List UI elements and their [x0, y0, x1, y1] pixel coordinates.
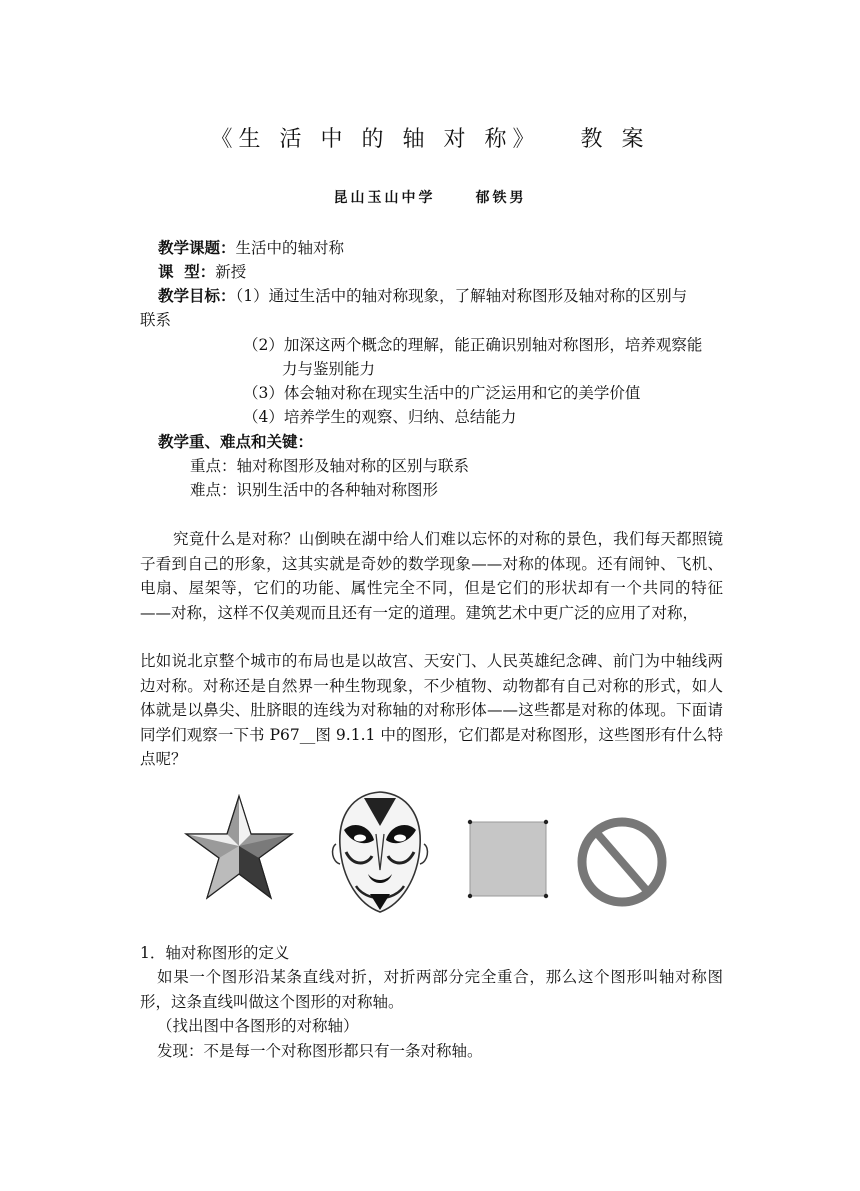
title-suffix: 教 案 [580, 127, 650, 152]
topic-row [158, 236, 344, 260]
key-point: 重点：轴对称图形及轴对称的区别与联系 [190, 457, 470, 475]
school-name: 昆山玉山中学 [333, 190, 436, 206]
intro-paragraph: 究竟什么是对称？山倒映在湖中给人们难以忘怀的对称的景色，我们每天都照镜子看到自己的形象，这其实就是奇妙的数学现象——对称的体现。还有闹钟、飞机、电扇、屋架等，它们的功能、属性完全不同，但是它们的形状却有一个共同的特征——对称，这样不仅美观而且还有一定的道理。建筑艺术中更广泛的应用了对称， [140, 530, 723, 622]
goal-2-cont: 力与鉴别能力 [282, 360, 376, 378]
opera-mask-icon [330, 790, 430, 914]
goals-row [158, 284, 687, 308]
topic-value: 生活中的轴对称 [235, 239, 345, 257]
prohibition-icon [576, 816, 668, 908]
author-line [0, 187, 860, 207]
author-name: 郁铁男 [475, 190, 527, 206]
page-title [0, 122, 860, 153]
goal-1: （1）通过生活中的轴对称现象，了解轴对称图形及轴对称的区别与 [235, 287, 688, 305]
topic-label: 教学课题： [158, 238, 236, 257]
goal-2: （2）加深这两个概念的理解，能正确识别轴对称图形，培养观察能 [243, 336, 703, 354]
type-value: 新授 [215, 263, 247, 281]
type-label: 课 型： [158, 262, 216, 281]
type-row [158, 260, 246, 284]
figure-row [180, 790, 680, 920]
key-points-label: 教学重、难点和关键： [158, 432, 314, 451]
instruction-note: （找出图中各图形的对称轴） [157, 1017, 359, 1035]
title-main: 《生 活 中 的 轴 对 称》 [210, 127, 541, 152]
section-heading: 1．轴对称图形的定义 [140, 944, 290, 962]
definition-paragraph: 如果一个图形沿某条直线对折，对折两部分完全重合，那么这个图形叫轴对称图形，这条直线叫做这个图形的对称轴。 [140, 968, 723, 1011]
goals-label: 教学目标： [158, 286, 236, 305]
goal-1-cont: 联系 [140, 311, 172, 329]
goal-4: （4）培养学生的观察、归纳、总结能力 [243, 408, 517, 426]
goal-3: （3）体会轴对称在现实生活中的广泛运用和它的美学价值 [243, 384, 641, 402]
difficulty: 难点：识别生活中的各种轴对称图形 [190, 481, 439, 499]
discovery-note: 发现：不是每一个对称图形都只有一条对称轴。 [157, 1042, 483, 1060]
square-icon [466, 818, 550, 900]
star-icon [184, 794, 294, 904]
intro-paragraph-2: 比如说北京整个城市的布局也是以故宫、天安门、人民英雄纪念碑、前门为中轴线两边对称。对称还是自然界一种生物现象，不少植物、动物都有自己对称的形式，如人体就是以鼻尖、肚脐眼的连线为对称轴的对称形体——这些都是对称的体现。下面请同学们观察一下书 P67__图 9.1.1 中的图形，它们都是对称图形，这些图形有什么特点呢？ [140, 652, 723, 768]
